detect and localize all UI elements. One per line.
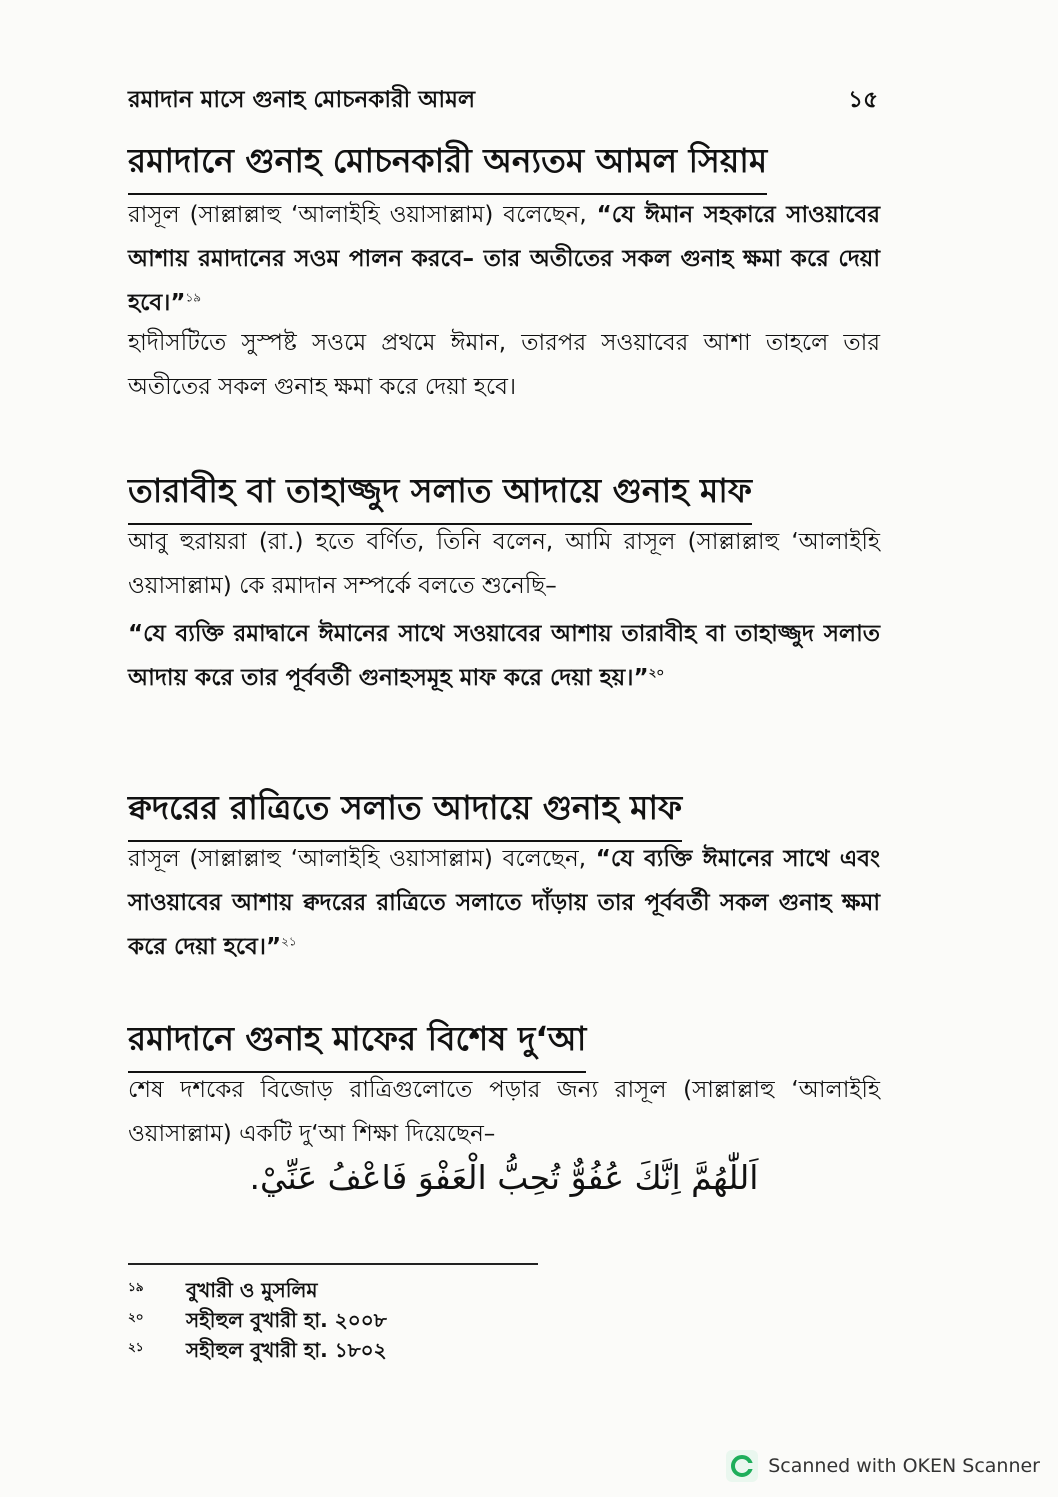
footnote-ref: ২১ (281, 934, 297, 949)
section-heading-fasting: রমাদানে গুনাহ মোচনকারী অন্যতম আমল সিয়াম (128, 135, 767, 195)
page-number: ১৫ (848, 86, 878, 113)
section-1-paragraph-1 (128, 193, 880, 325)
footnote-item (128, 1307, 628, 1337)
section-1-paragraph-2: হাদীসটিতে সুস্পষ্ট সওমে প্রথমে ঈমান, তারপর সওয়াবের আশা তাহলে তার অতীতের সকল গুনাহ ক্ষমা করে দেয়া হবে। (128, 330, 880, 400)
hadith-quote: “যে ব্যক্তি ঈমানের সাথে এবং সাওয়াবের আশায় ক্বদরের রাত্রিতে সলাতে দাঁড়ায় তার পূর্ববর্তী সকল গুনাহ ক্ষমা করে দেয়া হবে।” (128, 846, 880, 960)
section-3-paragraph-1 (128, 837, 880, 969)
footnote-ref: ১৯ (185, 290, 202, 305)
oken-scanner-logo-icon (726, 1450, 758, 1482)
scanner-watermark-text: Scanned with OKEN Scanner (768, 1455, 1040, 1477)
arabic-dua: اَللّٰهُمَّ اِنَّكَ عُفُوٌّ تُحِبُّ الْعَفْوَ فَاعْفُ عَنِّيْ. (249, 1158, 759, 1197)
scanner-watermark (726, 1449, 1040, 1483)
section-4-paragraph-1: শেষ দশকের বিজোড় রাত্রিগুলোতে পড়ার জন্য রাসূল (সাল্লাল্লাহু ‘আলাইহি ওয়াসাল্লাম) একটি দু‘আ শিক্ষা দিয়েছেন– (128, 1077, 880, 1147)
hadith-attribution: রাসূল (সাল্লাল্লাহু ‘আলাইহি ওয়াসাল্লাম) বলেছেন, (128, 202, 597, 228)
hadith-quote: “যে ঈমান সহকারে সাওয়াবের আশায় রমাদানের সওম পালন করবে– তার অতীতের সকল গুনাহ ক্ষমা করে দেয়া হবে।” (128, 202, 881, 316)
running-title: রমাদান মাসে গুনাহ মোচনকারী আমল (128, 86, 475, 113)
section-2-paragraph-1: আবু হুরায়রা (রা.) হতে বর্ণিত, তিনি বলেন, আমি রাসূল (সাল্লাল্লাহু ‘আলাইহি ওয়াসাল্লাম) কে রমাদান সম্পর্কে বলতে শুনেছি– (128, 529, 880, 599)
footnote-text: সহীহুল বুখারী হা. ২০০৮ (186, 1307, 387, 1332)
footnotes (128, 1277, 628, 1367)
footnote-text: সহীহুল বুখারী হা. ১৮০২ (186, 1337, 387, 1362)
footnote-number: ১৯ (128, 1280, 144, 1294)
section-heading-qadr: ক্বদরের রাত্রিতে সলাত আদায়ে গুনাহ মাফ (128, 782, 682, 842)
running-header (128, 80, 878, 120)
section-2-paragraph-2 (128, 612, 880, 700)
footnote-number: ২০ (128, 1310, 144, 1324)
footnote-text: বুখারী ও মুসলিম (186, 1277, 318, 1302)
section-heading-dua: রমাদানে গুনাহ মাফের বিশেষ দু‘আ (128, 1013, 586, 1073)
footnote-number: ২১ (128, 1340, 144, 1354)
section-heading-taraweeh: তারাবীহ বা তাহাজ্জুদ সলাত আদায়ে গুনাহ মাফ (128, 465, 752, 525)
hadith-quote: “যে ব্যক্তি রমাদ্বানে ঈমানের সাথে সওয়াবের আশায় তারাবীহ বা তাহাজ্জুদ সলাত আদায় করে তার পূর্ববর্তী গুনাহসমূহ মাফ করে দেয়া হয়।” (128, 621, 880, 691)
footnote-item (128, 1337, 628, 1367)
hadith-attribution: রাসূল (সাল্লাল্লাহু ‘আলাইহি ওয়াসাল্লাম) বলেছেন, (128, 846, 596, 872)
footnote-item (128, 1277, 628, 1307)
footnote-divider (128, 1263, 538, 1265)
footnote-ref: ২০ (648, 665, 665, 680)
